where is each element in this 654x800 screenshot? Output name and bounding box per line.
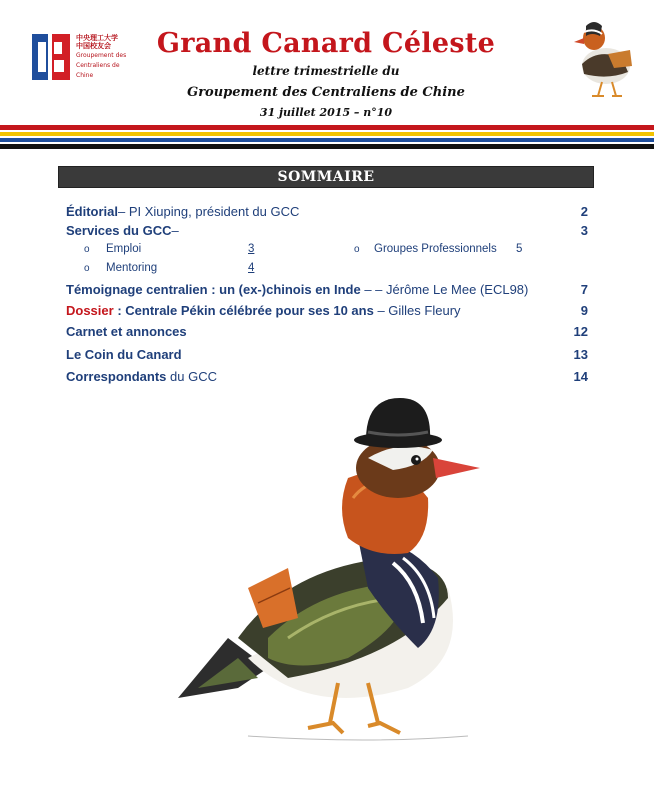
- toc-subrow-1: [66, 240, 588, 259]
- logo-fr-line1: Groupement des: [76, 52, 127, 59]
- toc-sub-mentoring[interactable]: Mentoring: [106, 262, 158, 274]
- toc-services-page: 3: [580, 223, 588, 238]
- mandarin-duck-with-hat-illustration: [168, 388, 488, 758]
- gcc-logo: [24, 28, 132, 88]
- toc-dossier-rest: – Gilles Fleury: [373, 303, 461, 318]
- toc-entry-coin[interactable]: [66, 345, 588, 364]
- toc-editorial-head: Éditorial: [66, 204, 119, 219]
- toc-services-rest: –: [171, 223, 179, 238]
- toc-editorial-rest: – PI Xiuping, président du GCC: [118, 204, 300, 219]
- sommaire-heading: SOMMAIRE: [58, 166, 594, 188]
- toc-corresp-page: 14: [573, 369, 588, 384]
- toc-corresp-head: Correspondants: [66, 369, 167, 384]
- toc-sub-groupes[interactable]: Groupes Professionnels: [374, 243, 497, 255]
- newsletter-organization: Groupement des Centraliens de Chine: [187, 85, 465, 100]
- mandarin-duck-small-icon: [568, 14, 640, 102]
- toc-entry-editorial[interactable]: [66, 202, 588, 221]
- newsletter-subtitle: lettre trimestrielle du: [252, 64, 400, 78]
- table-of-contents: [66, 202, 588, 386]
- toc-coin-page: 13: [573, 347, 588, 362]
- gcc-logo-icon: [30, 32, 72, 82]
- toc-sub-mentoring-page[interactable]: 4: [248, 262, 255, 274]
- toc-editorial-page: 2: [580, 204, 588, 219]
- bullet-icon: o: [84, 244, 90, 255]
- bullet-icon: o: [84, 263, 90, 274]
- toc-entry-dossier[interactable]: [66, 301, 588, 320]
- toc-dossier-mid: : Centrale Pékin célébrée pour ses 10 ans: [113, 303, 374, 318]
- toc-entry-correspondants[interactable]: [66, 367, 588, 386]
- logo-cn-line1: 中央理工大学: [76, 34, 118, 42]
- toc-coin-head: Le Coin du Canard: [66, 347, 182, 362]
- toc-services-head: Services du GCC: [66, 223, 172, 238]
- toc-dossier-head: Dossier: [66, 303, 114, 318]
- newsletter-title: Grand Canard Céleste: [156, 28, 496, 59]
- toc-entry-services[interactable]: [66, 221, 588, 240]
- toc-corresp-rest: du GCC: [166, 369, 217, 384]
- logo-cn-line2: 中国校友会: [76, 42, 111, 50]
- toc-carnet-page: 12: [573, 324, 588, 339]
- toc-temoignage-head: Témoignage centralien : un (ex-)chinois en Inde: [66, 282, 361, 297]
- toc-temoignage-page: 7: [580, 282, 588, 297]
- logo-text: [76, 34, 136, 80]
- toc-carnet-head: Carnet et annonces: [66, 324, 187, 339]
- newsletter-issue-date: 31 juillet 2015 – n°10: [259, 106, 393, 119]
- toc-sub-groupes-page: 5: [516, 243, 523, 255]
- logo-fr-line4: Chine: [76, 72, 94, 79]
- toc-temoignage-rest: – – Jérôme Le Mee (ECL98): [360, 282, 529, 297]
- toc-sub-emploi-page[interactable]: 3: [248, 243, 255, 255]
- toc-subrow-2: [66, 259, 588, 278]
- toc-dossier-page: 9: [580, 303, 588, 318]
- logo-fr-line3: Centraliens de: [76, 62, 120, 69]
- bullet-icon: o: [354, 244, 360, 255]
- header-color-stripes: [0, 125, 654, 149]
- toc-entry-carnet[interactable]: [66, 322, 588, 341]
- toc-sub-emploi[interactable]: Emploi: [106, 243, 142, 255]
- toc-entry-temoignage[interactable]: [66, 280, 588, 299]
